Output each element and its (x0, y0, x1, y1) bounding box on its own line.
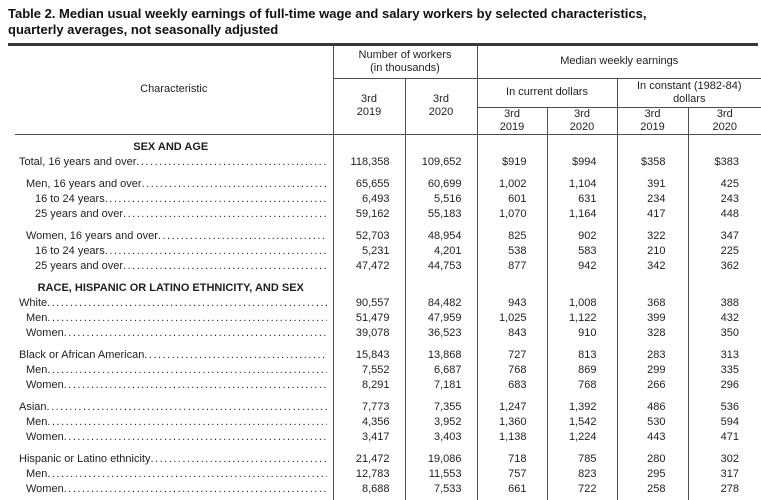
value-cell: 13,868 (405, 341, 477, 363)
period-quarter: 3rd (433, 93, 449, 105)
period-year: 2019 (640, 120, 665, 133)
row-label-cell (15, 467, 333, 482)
value-cell (405, 134, 477, 155)
value-cell: 118,358 (333, 155, 405, 170)
row-label: 25 years and over (35, 259, 124, 272)
row-label-cell (15, 482, 333, 500)
row-label-cell (15, 430, 333, 445)
value-cell: 84,482 (405, 296, 477, 311)
column-group-constant-dollars (617, 78, 761, 107)
value-cell: 317 (688, 467, 761, 482)
value-cell: 295 (617, 467, 688, 482)
value-cell: 869 (547, 363, 617, 378)
value-cell: 36,523 (405, 326, 477, 341)
period-quarter: 3rd (644, 107, 661, 120)
row-label-cell (15, 192, 333, 207)
row-label-cell (15, 311, 333, 326)
table-row (15, 259, 761, 274)
value-cell: 280 (617, 445, 688, 467)
table-row (15, 341, 761, 363)
workers-group-line1: Number of workers (358, 48, 452, 61)
row-label: Women (26, 378, 64, 391)
period-year: 2020 (712, 120, 738, 133)
row-label-cell (15, 170, 333, 192)
value-cell: $358 (617, 155, 688, 170)
value-cell: 11,553 (405, 467, 477, 482)
period-year: 2020 (428, 106, 454, 118)
column-header-current-3rd-2019 (477, 107, 547, 134)
value-cell: 1,224 (547, 430, 617, 445)
value-cell: 594 (688, 415, 761, 430)
table-row (15, 430, 761, 445)
value-cell: 486 (617, 393, 688, 415)
value-cell: 59,162 (333, 207, 405, 222)
row-label-cell (15, 415, 333, 430)
value-cell: $919 (477, 155, 547, 170)
value-cell: 471 (688, 430, 761, 445)
value-cell (617, 274, 688, 296)
value-cell: 942 (547, 259, 617, 274)
value-cell: 299 (617, 363, 688, 378)
value-cell: 1,392 (547, 393, 617, 415)
row-label-cell (15, 445, 333, 467)
value-cell (405, 274, 477, 296)
value-cell: 722 (547, 482, 617, 500)
value-cell: 52,703 (333, 222, 405, 244)
section-header-row (15, 274, 761, 296)
value-cell: 21,472 (333, 445, 405, 467)
value-cell: 768 (547, 378, 617, 393)
value-cell: 12,783 (333, 467, 405, 482)
value-cell: 1,104 (547, 170, 617, 192)
column-group-number-of-workers (333, 46, 477, 78)
value-cell (688, 134, 761, 155)
value-cell: 448 (688, 207, 761, 222)
value-cell: 661 (477, 482, 547, 500)
value-cell: 601 (477, 192, 547, 207)
column-header-characteristic: Characteristic (140, 83, 208, 96)
value-cell: 718 (477, 445, 547, 467)
value-cell (333, 134, 405, 155)
value-cell: 90,557 (333, 296, 405, 311)
value-cell: 5,231 (333, 244, 405, 259)
value-cell: 4,201 (405, 244, 477, 259)
value-cell: 39,078 (333, 326, 405, 341)
table-header (15, 46, 761, 134)
table-row (15, 296, 761, 311)
value-cell: 328 (617, 326, 688, 341)
leader-dots (64, 326, 327, 341)
leader-dots (123, 259, 326, 274)
value-cell: 399 (617, 311, 688, 326)
value-cell (477, 134, 547, 155)
table-body (15, 134, 761, 500)
column-header-current-3rd-2020 (547, 107, 617, 134)
leader-dots (136, 155, 326, 170)
value-cell: 4,356 (333, 415, 405, 430)
value-cell: 425 (688, 170, 761, 192)
value-cell: 234 (617, 192, 688, 207)
value-cell: 19,086 (405, 445, 477, 467)
value-cell: 1,025 (477, 311, 547, 326)
row-label-cell (15, 378, 333, 393)
value-cell: 1,164 (547, 207, 617, 222)
value-cell: 583 (547, 244, 617, 259)
column-group-median-weekly-earnings: Median weekly earnings (477, 46, 761, 78)
row-label-cell (15, 244, 333, 259)
value-cell: 362 (688, 259, 761, 274)
value-cell: 1,247 (477, 393, 547, 415)
row-label: Men (26, 415, 48, 428)
leader-dots (47, 400, 327, 415)
period-year: 2020 (569, 120, 595, 133)
row-label-cell (15, 341, 333, 363)
leader-dots (144, 348, 326, 363)
value-cell: 313 (688, 341, 761, 363)
value-cell: $994 (547, 155, 617, 170)
value-cell: 768 (477, 363, 547, 378)
value-cell: 51,479 (333, 311, 405, 326)
row-label: Women (26, 430, 64, 443)
table-row (15, 467, 761, 482)
value-cell: 243 (688, 192, 761, 207)
value-cell: 342 (617, 259, 688, 274)
value-cell: 825 (477, 222, 547, 244)
value-cell: 3,952 (405, 415, 477, 430)
value-cell: 6,687 (405, 363, 477, 378)
value-cell: 727 (477, 341, 547, 363)
value-cell: 902 (547, 222, 617, 244)
table-title-line1: Table 2. Median usual weekly earnings of full-time wage and salary workers by selected characteristics, (8, 6, 647, 21)
section-header-cell (15, 134, 333, 155)
value-cell: 3,403 (405, 430, 477, 445)
row-label: Asian (19, 400, 47, 413)
section-header-row (15, 134, 761, 155)
leader-dots (105, 192, 327, 207)
row-label-cell (15, 259, 333, 274)
leader-dots (47, 467, 326, 482)
table-row (15, 378, 761, 393)
value-cell: 432 (688, 311, 761, 326)
value-cell: 530 (617, 415, 688, 430)
row-label: Men (26, 363, 48, 376)
value-cell: 1,070 (477, 207, 547, 222)
value-cell: 368 (617, 296, 688, 311)
value-cell: 8,688 (333, 482, 405, 500)
row-label: 16 to 24 years (35, 192, 105, 205)
column-header-workers-3rd-2020 (405, 78, 477, 134)
row-label-cell (15, 155, 333, 170)
table-row (15, 155, 761, 170)
value-cell: 322 (617, 222, 688, 244)
row-label: 16 to 24 years (35, 244, 105, 257)
table-row (15, 393, 761, 415)
leader-dots (64, 430, 327, 445)
leader-dots (47, 296, 326, 311)
value-cell: 1,542 (547, 415, 617, 430)
leader-dots (47, 363, 326, 378)
value-cell (617, 134, 688, 155)
leader-dots (47, 311, 326, 326)
value-cell: 1,360 (477, 415, 547, 430)
leader-dots (123, 207, 326, 222)
value-cell: 7,355 (405, 393, 477, 415)
row-label: Men (26, 467, 48, 480)
row-label: Total, 16 years and over (19, 155, 137, 168)
value-cell: 843 (477, 326, 547, 341)
column-header-constant-3rd-2019 (617, 107, 688, 134)
value-cell: 785 (547, 445, 617, 467)
row-label: 25 years and over (35, 207, 124, 220)
leader-dots (64, 378, 327, 393)
value-cell: 8,291 (333, 378, 405, 393)
leader-dots (150, 452, 326, 467)
row-label-cell (15, 363, 333, 378)
table-row (15, 170, 761, 192)
value-cell (547, 274, 617, 296)
row-label: Men (26, 311, 48, 324)
row-label: White (19, 296, 48, 309)
table-row (15, 363, 761, 378)
value-cell: 302 (688, 445, 761, 467)
leader-dots (47, 415, 326, 430)
value-cell: 943 (477, 296, 547, 311)
column-header-constant-3rd-2020 (688, 107, 761, 134)
value-cell: 1,138 (477, 430, 547, 445)
value-cell (477, 274, 547, 296)
value-cell: 7,181 (405, 378, 477, 393)
table-row (15, 244, 761, 259)
value-cell: 536 (688, 393, 761, 415)
value-cell: 347 (688, 222, 761, 244)
table-row (15, 326, 761, 341)
leader-dots (105, 244, 327, 259)
value-cell: 7,552 (333, 363, 405, 378)
value-cell: 391 (617, 170, 688, 192)
value-cell: 538 (477, 244, 547, 259)
value-cell: 44,753 (405, 259, 477, 274)
constant-group-line2: dollars (673, 92, 706, 105)
value-cell: 823 (547, 467, 617, 482)
period-year: 2019 (356, 106, 382, 118)
value-cell: 877 (477, 259, 547, 274)
earnings-table (15, 46, 761, 500)
value-cell: 55,183 (405, 207, 477, 222)
row-label-cell (15, 393, 333, 415)
value-cell: 278 (688, 482, 761, 500)
value-cell: 48,954 (405, 222, 477, 244)
leader-dots (64, 482, 327, 497)
column-header-workers-3rd-2019 (333, 78, 405, 134)
value-cell (547, 134, 617, 155)
value-cell: 47,959 (405, 311, 477, 326)
value-cell: 1,008 (547, 296, 617, 311)
table-row (15, 207, 761, 222)
value-cell: 283 (617, 341, 688, 363)
row-label: Women (26, 482, 64, 495)
table-row (15, 482, 761, 500)
period-quarter: 3rd (504, 107, 520, 120)
row-label-cell (15, 296, 333, 311)
value-cell: 5,516 (405, 192, 477, 207)
value-cell: 335 (688, 363, 761, 378)
value-cell: 6,493 (333, 192, 405, 207)
value-cell: 225 (688, 244, 761, 259)
row-label: Hispanic or Latino ethnicity (19, 452, 151, 465)
table-row (15, 192, 761, 207)
value-cell: 109,652 (405, 155, 477, 170)
value-cell: 417 (617, 207, 688, 222)
leader-dots (158, 229, 327, 244)
value-cell: $383 (688, 155, 761, 170)
table-title-line2: quarterly averages, not seasonally adjusted (8, 22, 279, 37)
table-row (15, 222, 761, 244)
value-cell: 443 (617, 430, 688, 445)
workers-group-line2: (in thousands) (370, 61, 440, 74)
value-cell: 210 (617, 244, 688, 259)
value-cell: 296 (688, 378, 761, 393)
column-group-current-dollars: In current dollars (477, 78, 617, 107)
value-cell: 813 (547, 341, 617, 363)
table-row (15, 311, 761, 326)
section-header-cell (15, 274, 333, 296)
value-cell: 15,843 (333, 341, 405, 363)
table-row (15, 445, 761, 467)
row-label: Women, 16 years and over (26, 229, 158, 242)
value-cell: 1,122 (547, 311, 617, 326)
row-label: Men, 16 years and over (26, 177, 142, 190)
value-cell: 350 (688, 326, 761, 341)
value-cell: 631 (547, 192, 617, 207)
value-cell: 258 (617, 482, 688, 500)
row-label-cell (15, 222, 333, 244)
table-title (8, 6, 758, 38)
value-cell: 910 (547, 326, 617, 341)
value-cell (333, 274, 405, 296)
value-cell (688, 274, 761, 296)
value-cell: 7,773 (333, 393, 405, 415)
period-quarter: 3rd (574, 107, 590, 120)
row-label-cell (15, 326, 333, 341)
period-quarter: 3rd (361, 93, 377, 105)
leader-dots (142, 177, 327, 192)
value-cell: 757 (477, 467, 547, 482)
row-label-cell (15, 207, 333, 222)
table-row (15, 415, 761, 430)
row-label: RACE, HISPANIC OR LATINO ETHNICITY, AND SEX (37, 281, 304, 294)
row-label: Black or African American (19, 348, 145, 361)
period-year: 2019 (499, 120, 525, 133)
constant-group-line1: In constant (1982-84) (636, 79, 742, 92)
value-cell: 266 (617, 378, 688, 393)
row-label: Women (26, 326, 64, 339)
period-quarter: 3rd (716, 107, 733, 120)
value-cell: 683 (477, 378, 547, 393)
value-cell: 65,655 (333, 170, 405, 192)
header-row-groups (15, 46, 761, 78)
value-cell: 47,472 (333, 259, 405, 274)
row-label: SEX AND AGE (133, 140, 209, 153)
value-cell: 60,699 (405, 170, 477, 192)
value-cell: 1,002 (477, 170, 547, 192)
value-cell: 388 (688, 296, 761, 311)
value-cell: 3,417 (333, 430, 405, 445)
value-cell: 7,533 (405, 482, 477, 500)
